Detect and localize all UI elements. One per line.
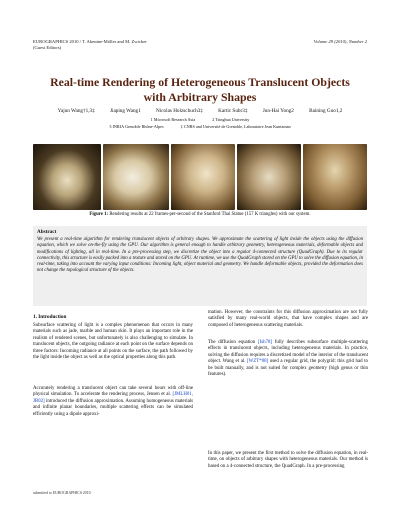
intro-paragraph: In this paper, we present the first method to solve the diffusion equation, in real-time, on objects of arbitrary shapes with heterogeneous materials. Our method is based on a 4-connected structure, the QuadGraph. In a pre-processing	[208, 451, 368, 469]
affiliation: ‡ CNRS and Université de Grenoble, Laboratoire Jean Kuntzman	[180, 124, 291, 129]
statue-closeup-render	[171, 144, 235, 210]
intro-paragraph: mation. However, the constraints for this diffusion approximation are not fully satisfied by many real-world objects, that have complex shapes and are composed of heterogeneous scattering materials.	[208, 310, 368, 328]
author-list	[0, 108, 400, 114]
intro-paragraph: Accurately rendering a translucent object can take several hours with off-line physical simulation. To accelerate the rendering process, Jensen et al. [JMLH01, JB02] introduced the diffusion approximation. Assuming homogeneous materials and infinite planar boundaries, multiple scattering effects can be simulated efficiently using a dipole approxi-	[33, 386, 193, 417]
author: Nicolas Holzschuch3‡	[156, 108, 203, 114]
volume-line: Volume 29 (2010), Number 2	[313, 39, 367, 44]
statue-closeup-render	[237, 144, 301, 210]
abstract-heading: Abstract	[37, 229, 57, 235]
abstract-box	[33, 226, 367, 306]
author: Yajun Wang†1,3‡	[57, 108, 95, 114]
editors-line: (Guest Editors)	[33, 45, 62, 50]
caption-label: Figure 1:	[89, 212, 109, 217]
intro-paragraph: Subsurface scattering of light is a complex phenomenon that occurs in many materials such as jade, marble and human skin. It plays an important role in the realism of rendered scenes, but unfortunately is also challenging to simulate. In translucent objects, the outgoing radiance at each point on the surface depends on three factors: Incoming radiance at all points on the surface, the path followed by the light inside the object as well as the optical properties along this path.	[33, 323, 193, 361]
figure-caption	[33, 212, 367, 217]
affiliation: 1 Microsoft Research Asia	[150, 117, 196, 122]
intro-paragraph: The diffusion equation [Ish78] fully describes subsurface multiple-scattering effects in translucent objects, including heterogeneous materials. In practice, solving the diffusion requires a discretized model of the interior of the translucent object. Wang et al. [WZT*08] used a regular grid, the polygrid: this grid had to be built manually, and is not suited for complex geometry (high genus or thin features).	[208, 340, 368, 378]
title-line-1: Real-time Rendering of Heterogeneous Translucent Objects	[50, 75, 350, 89]
citation-link[interactable]: [WZT*08]	[247, 359, 269, 365]
statue-full-render	[33, 144, 101, 210]
author: Jun-Hai Yong2	[262, 108, 294, 114]
citation-link[interactable]: [JMLH01, JB02]	[33, 392, 193, 404]
journal-line: EUROGRAPHICS 2010 / T. Akenine-Möller and M. Zwicker	[33, 39, 147, 44]
abstract-text: We present a real-time algorithm for rendering translucent objects of arbitrary shapes. We approximate the scattering of light inside the objects using the diffusion equation, which we solve on-the-fly using the GPU. Our algorithm is general enough to handle arbitrary geometry, heterogeneous materials, deformable objects and modifications of lighting, all in real-time. In a pre-processing step, we discretize the object into a regular 4-connected structure (QuadGraph). Due to its regular connectivity, this structure is easily packed into a texture and stored on the GPU. At runtime, we use the QuadGraph stored on the GPU to solve the diffusion equation, in real-time, taking into account the varying input conditions: Incoming light, object material and geometry. We handle deformable objects, provided the deformation does not change the topological structure of the objects.	[37, 237, 364, 274]
author: Jiaping Wang1	[109, 108, 141, 114]
caption-text: Rendering results at 22 frames-per-second of the Stanford Thai Statue (157 K triangles) with our system.	[108, 212, 311, 217]
affiliation: 2 Tsinghua University	[212, 117, 250, 122]
affiliations-line-2	[0, 124, 400, 129]
statue-closeup-render	[303, 144, 367, 210]
author: Kartic Subr3‡	[218, 108, 248, 114]
submission-footer: submitted to EUROGRAPHICS 2010.	[33, 491, 92, 495]
teaser-figure	[33, 144, 367, 210]
statue-closeup-render	[103, 144, 169, 210]
affiliation: 3 INRIA Grenoble Rhône-Alpes	[109, 124, 164, 129]
affiliations-line-1	[0, 117, 400, 122]
title-line-2: with Arbitrary Shapes	[143, 90, 257, 104]
section-heading: 1. Introduction	[33, 314, 67, 320]
paper-title	[0, 75, 400, 105]
citation-link[interactable]: [Ish78]	[257, 340, 273, 345]
author: Baining Guo1,2	[309, 108, 343, 114]
